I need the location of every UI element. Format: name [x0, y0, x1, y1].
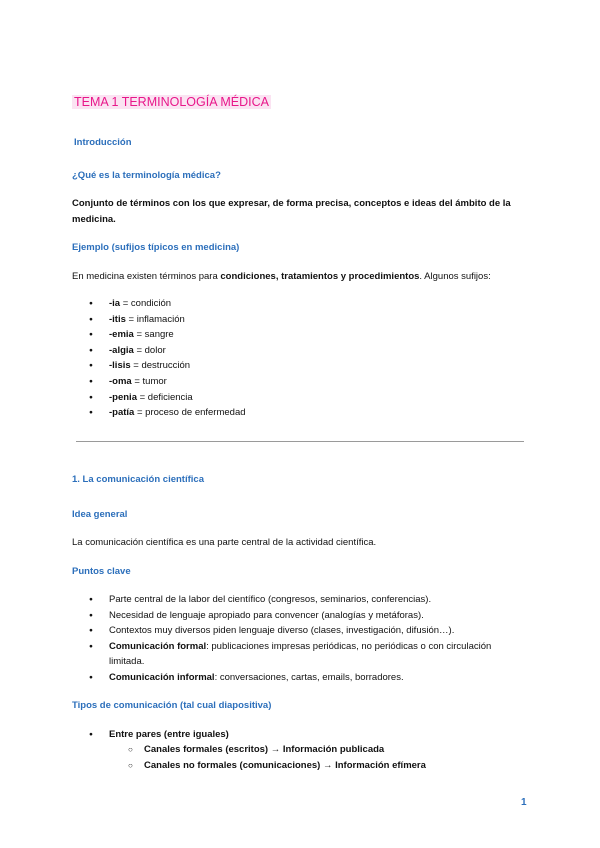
- list-item: [72, 608, 527, 624]
- list-item: [72, 358, 532, 374]
- list-item: [72, 327, 532, 343]
- suffix-term: -patía: [109, 407, 135, 419]
- point-bold: Comunicación informal: [109, 671, 215, 683]
- point-text: Necesidad de lenguaje apropiado para convencer (analogías y metáforas).: [109, 609, 424, 621]
- definition-text: Conjunto de términos con los que expresar, de forma precisa, conceptos e ideas del ámbito de la medicina.: [72, 198, 511, 225]
- example-text-bold: condiciones, tratamientos y procedimientos: [220, 271, 420, 282]
- document-title: TEMA 1 TERMINOLOGÍA MÉDICA: [74, 95, 269, 109]
- list-item: [72, 296, 532, 312]
- points-heading: Puntos clave: [72, 566, 131, 577]
- example-paragraph: [72, 269, 600, 285]
- list-item: [72, 623, 527, 639]
- intro-heading: Introducción: [74, 137, 132, 148]
- horizontal-divider: [76, 441, 524, 442]
- list-item: [72, 312, 532, 328]
- point-text: : conversaciones, cartas, emails, borradores.: [214, 671, 404, 683]
- suffix-meaning: = destrucción: [130, 360, 191, 372]
- list-item: [72, 405, 532, 421]
- suffix-term: -penia: [109, 391, 137, 403]
- suffix-term: -oma: [109, 375, 132, 387]
- idea-heading: Idea general: [72, 509, 128, 520]
- example-heading: Ejemplo (sufijos típicos en medicina): [72, 242, 240, 253]
- list-item: [72, 374, 532, 390]
- list-item: ○ Canales no formales (comunicaciones) → Información efímera: [72, 758, 532, 774]
- point-bold: Comunicación formal: [109, 640, 207, 652]
- list-item: [72, 592, 527, 608]
- list-item: ○ Canales formales (escritos) → Información publicada: [72, 742, 532, 758]
- example-text-pre: En medicina existen términos para: [72, 271, 221, 282]
- suffix-term: -algia: [109, 344, 134, 356]
- suffix-meaning: = tumor: [131, 375, 167, 387]
- point-text: Contextos muy diversos piden lenguaje diverso (clases, investigación, difusión…).: [109, 625, 455, 637]
- suffix-meaning: = sangre: [133, 329, 174, 341]
- list-item: [72, 343, 532, 359]
- page-number: 1: [521, 797, 527, 808]
- question-heading: ¿Qué es la terminología médica?: [72, 170, 221, 181]
- types-heading: Tipos de comunicación (tal cual diapositiva): [72, 700, 272, 711]
- suffix-meaning: = inflamación: [125, 313, 185, 325]
- suffix-term: -emia: [109, 329, 134, 341]
- list-item: [72, 390, 532, 406]
- suffix-meaning: = proceso de enfermedad: [134, 407, 246, 419]
- suffix-meaning: = deficiencia: [136, 391, 193, 403]
- point-text: : publicaciones impresas periódicas, no periódicas o con circulación limitada.: [109, 640, 492, 668]
- list-item: [72, 670, 527, 686]
- types-sublist: [72, 742, 532, 773]
- point-text: Parte central de la labor del científico (congresos, seminarios, conferencias).: [109, 594, 432, 605]
- list-item: [72, 639, 527, 670]
- suffix-term: -ia: [109, 298, 121, 309]
- example-text-post: . Algunos sufijos:: [419, 271, 491, 282]
- suffix-list: [72, 296, 532, 421]
- section-1-heading: 1. La comunicación científica: [72, 474, 204, 485]
- suffix-meaning: = condición: [120, 298, 172, 309]
- suffix-term: -itis: [109, 313, 126, 325]
- suffix-term: -lisis: [109, 360, 131, 372]
- key-points-list: [72, 592, 527, 686]
- idea-text: La comunicación científica es una parte central de la actividad científica.: [72, 537, 377, 548]
- list-item: ● Entre pares (entre iguales): [72, 727, 532, 743]
- types-list: [72, 727, 532, 743]
- suffix-meaning: = dolor: [133, 344, 166, 356]
